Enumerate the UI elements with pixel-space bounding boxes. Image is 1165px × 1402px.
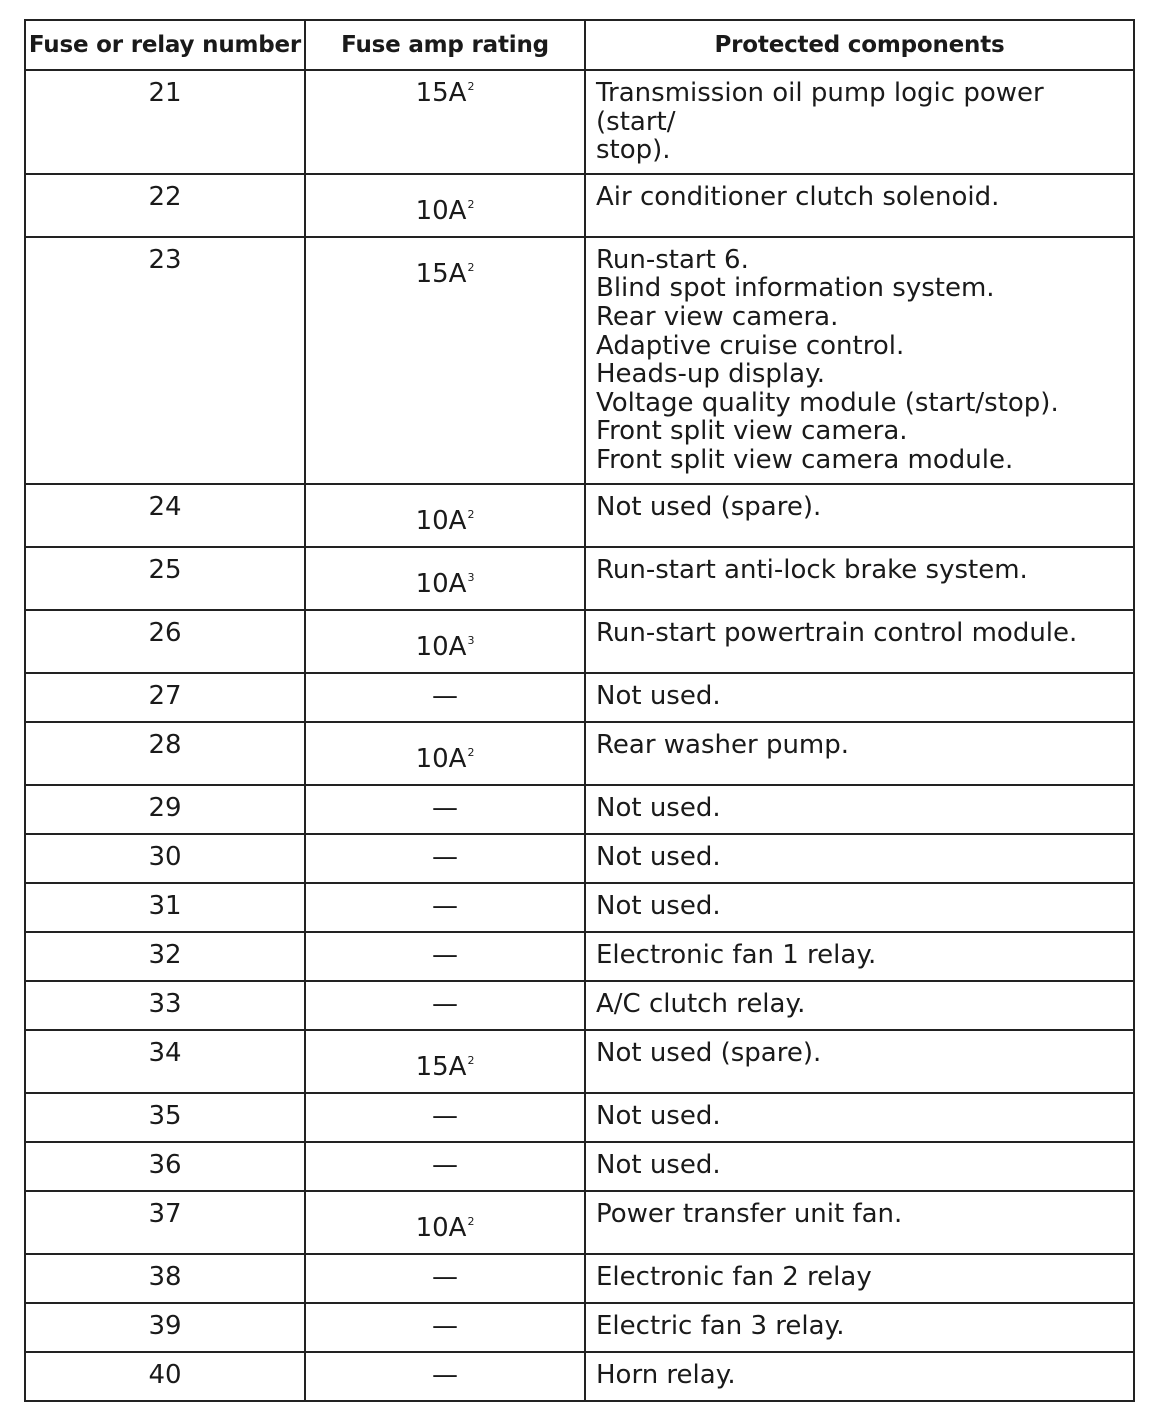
fuse-number-cell: 39 [25,1303,305,1352]
amp-rating-value [416,633,475,662]
protected-components-cell [585,547,1134,610]
amp-rating-text: 15A [415,78,467,108]
fuse-table [24,19,1135,1402]
no-rating-dash: — [432,792,458,823]
header-row [25,20,1134,70]
protected-components-cell [585,785,1134,834]
table-row [25,1093,1134,1142]
component-line: Not used (spare). [596,1037,822,1068]
protected-components-cell [585,1352,1134,1401]
amp-rating-value [416,260,475,289]
footnote-marker: 2 [467,260,475,274]
component-line: Blind spot information system. [596,273,995,304]
amp-rating-cell [305,834,585,883]
no-rating-dash: — [432,890,458,921]
table-row [25,237,1134,484]
no-rating-dash: — [432,1261,458,1292]
component-line: Air conditioner clutch solenoid. [596,181,1000,212]
table-row [25,981,1134,1030]
no-rating-dash: — [432,939,458,970]
fuse-number-cell: 28 [25,722,305,785]
component-line: Not used. [596,1149,721,1180]
table-row [25,484,1134,547]
fuse-number-cell: 36 [25,1142,305,1191]
amp-rating-value [416,507,475,536]
footnote-marker: 2 [467,1214,475,1228]
no-rating-dash: — [432,1100,458,1131]
fuse-number-cell: 37 [25,1191,305,1254]
amp-rating-value [416,79,475,108]
fuse-number-cell: 26 [25,610,305,673]
component-line: Not used. [596,680,721,711]
component-line: Run-start 6. [596,244,749,275]
table-row [25,1142,1134,1191]
no-rating-dash: — [432,1149,458,1180]
component-line: Run-start anti-lock brake system. [596,554,1028,585]
component-line: Not used (spare). [596,491,822,522]
fuse-number-cell: 21 [25,70,305,174]
amp-rating-text: 10A [415,743,467,774]
fuse-table-container [24,19,1133,1402]
amp-rating-cell [305,722,585,785]
amp-rating-text: 10A [415,631,467,662]
amp-rating-cell [305,1142,585,1191]
table-row [25,883,1134,932]
protected-components-cell [585,932,1134,981]
protected-components-cell [585,883,1134,932]
component-line: Not used. [596,841,721,872]
amp-rating-value [416,745,475,774]
footnote-marker: 2 [467,745,475,759]
no-rating-dash: — [432,1359,458,1390]
no-rating-dash: — [432,1310,458,1341]
table-row [25,785,1134,834]
fuse-number-cell: 38 [25,1254,305,1303]
amp-rating-cell [305,932,585,981]
header-protected-components: Protected components [585,20,1134,70]
component-line: Not used. [596,890,721,921]
fuse-number-cell: 32 [25,932,305,981]
fuse-number-cell: 30 [25,834,305,883]
amp-rating-text: 15A [415,1051,467,1082]
fuse-number-cell: 33 [25,981,305,1030]
component-line: Not used. [596,1100,721,1131]
amp-rating-value [416,1214,475,1243]
table-row [25,1030,1134,1093]
amp-rating-cell [305,1191,585,1254]
amp-rating-cell [305,547,585,610]
component-line: Power transfer unit fan. [596,1198,903,1229]
footnote-marker: 2 [467,197,475,211]
amp-rating-cell [305,981,585,1030]
amp-rating-cell [305,673,585,722]
component-line: Electric fan 3 relay. [596,1310,845,1341]
protected-components-cell [585,834,1134,883]
amp-rating-value [416,197,475,226]
fuse-number-cell: 31 [25,883,305,932]
component-line: Run-start powertrain control module. [596,617,1078,648]
amp-rating-cell [305,785,585,834]
component-line: Electronic fan 1 relay. [596,939,877,970]
amp-rating-cell [305,610,585,673]
amp-rating-cell [305,1030,585,1093]
amp-rating-value [416,1053,475,1082]
protected-components-cell [585,1142,1134,1191]
component-line: Horn relay. [596,1359,736,1390]
amp-rating-text: 10A [415,1212,467,1243]
footnote-marker: 3 [467,570,475,584]
protected-components-cell [585,1191,1134,1254]
protected-components-cell [585,981,1134,1030]
protected-components-cell [585,610,1134,673]
fuse-number-cell: 27 [25,673,305,722]
protected-components-cell [585,1303,1134,1352]
component-line: Adaptive cruise control. [596,330,905,361]
no-rating-dash: — [432,680,458,711]
header-amp-rating: Fuse amp rating [305,20,585,70]
table-row [25,834,1134,883]
footnote-marker: 2 [467,1053,475,1067]
component-line: stop). [596,135,671,166]
protected-components-cell [585,484,1134,547]
amp-rating-text: 15A [415,258,467,289]
fuse-number-cell: 40 [25,1352,305,1401]
component-line: A/C clutch relay. [596,988,806,1019]
fuse-number-cell: 25 [25,547,305,610]
protected-components-cell [585,1254,1134,1303]
amp-rating-text: 10A [415,195,467,226]
amp-rating-cell [305,883,585,932]
component-line: Rear washer pump. [596,729,850,760]
amp-rating-value [416,570,475,599]
table-row [25,722,1134,785]
table-row [25,932,1134,981]
fuse-number-cell: 23 [25,237,305,484]
component-line: Rear view camera. [596,301,839,332]
fuse-number-cell: 34 [25,1030,305,1093]
table-row [25,1191,1134,1254]
amp-rating-cell [305,484,585,547]
table-row [25,1254,1134,1303]
protected-components-cell [585,1030,1134,1093]
protected-components-cell [585,673,1134,722]
amp-rating-cell [305,1093,585,1142]
amp-rating-cell [305,70,585,174]
footnote-marker: 2 [467,80,475,93]
table-header [25,20,1134,70]
amp-rating-cell [305,1303,585,1352]
header-fuse-number: Fuse or relay number [25,20,305,70]
amp-rating-text: 10A [415,568,467,599]
component-line: Transmission oil pump logic power (start/ [596,78,1044,137]
footnote-marker: 2 [467,507,475,521]
table-row [25,610,1134,673]
table-row [25,70,1134,174]
protected-components-cell [585,70,1134,174]
fuse-number-cell: 35 [25,1093,305,1142]
component-line: Electronic fan 2 relay [596,1261,872,1292]
table-body [25,70,1134,1401]
fuse-number-cell: 22 [25,174,305,237]
protected-components-cell [585,174,1134,237]
fuse-number-cell: 29 [25,785,305,834]
amp-rating-text: 10A [415,505,467,536]
amp-rating-cell [305,237,585,484]
table-row [25,1352,1134,1401]
component-line: Front split view camera module. [596,444,1014,475]
protected-components-cell [585,237,1134,484]
protected-components-cell [585,722,1134,785]
protected-components-cell [585,1093,1134,1142]
amp-rating-cell [305,1352,585,1401]
no-rating-dash: — [432,841,458,872]
no-rating-dash: — [432,988,458,1019]
component-line: Front split view camera. [596,416,908,447]
table-row [25,174,1134,237]
amp-rating-cell [305,174,585,237]
fuse-number-cell: 24 [25,484,305,547]
amp-rating-cell [305,1254,585,1303]
table-row [25,1303,1134,1352]
table-row [25,673,1134,722]
component-line: Not used. [596,792,721,823]
footnote-marker: 3 [467,633,475,647]
table-row [25,547,1134,610]
component-line: Heads-up display. [596,359,826,390]
component-line: Voltage quality module (start/stop). [596,387,1059,418]
